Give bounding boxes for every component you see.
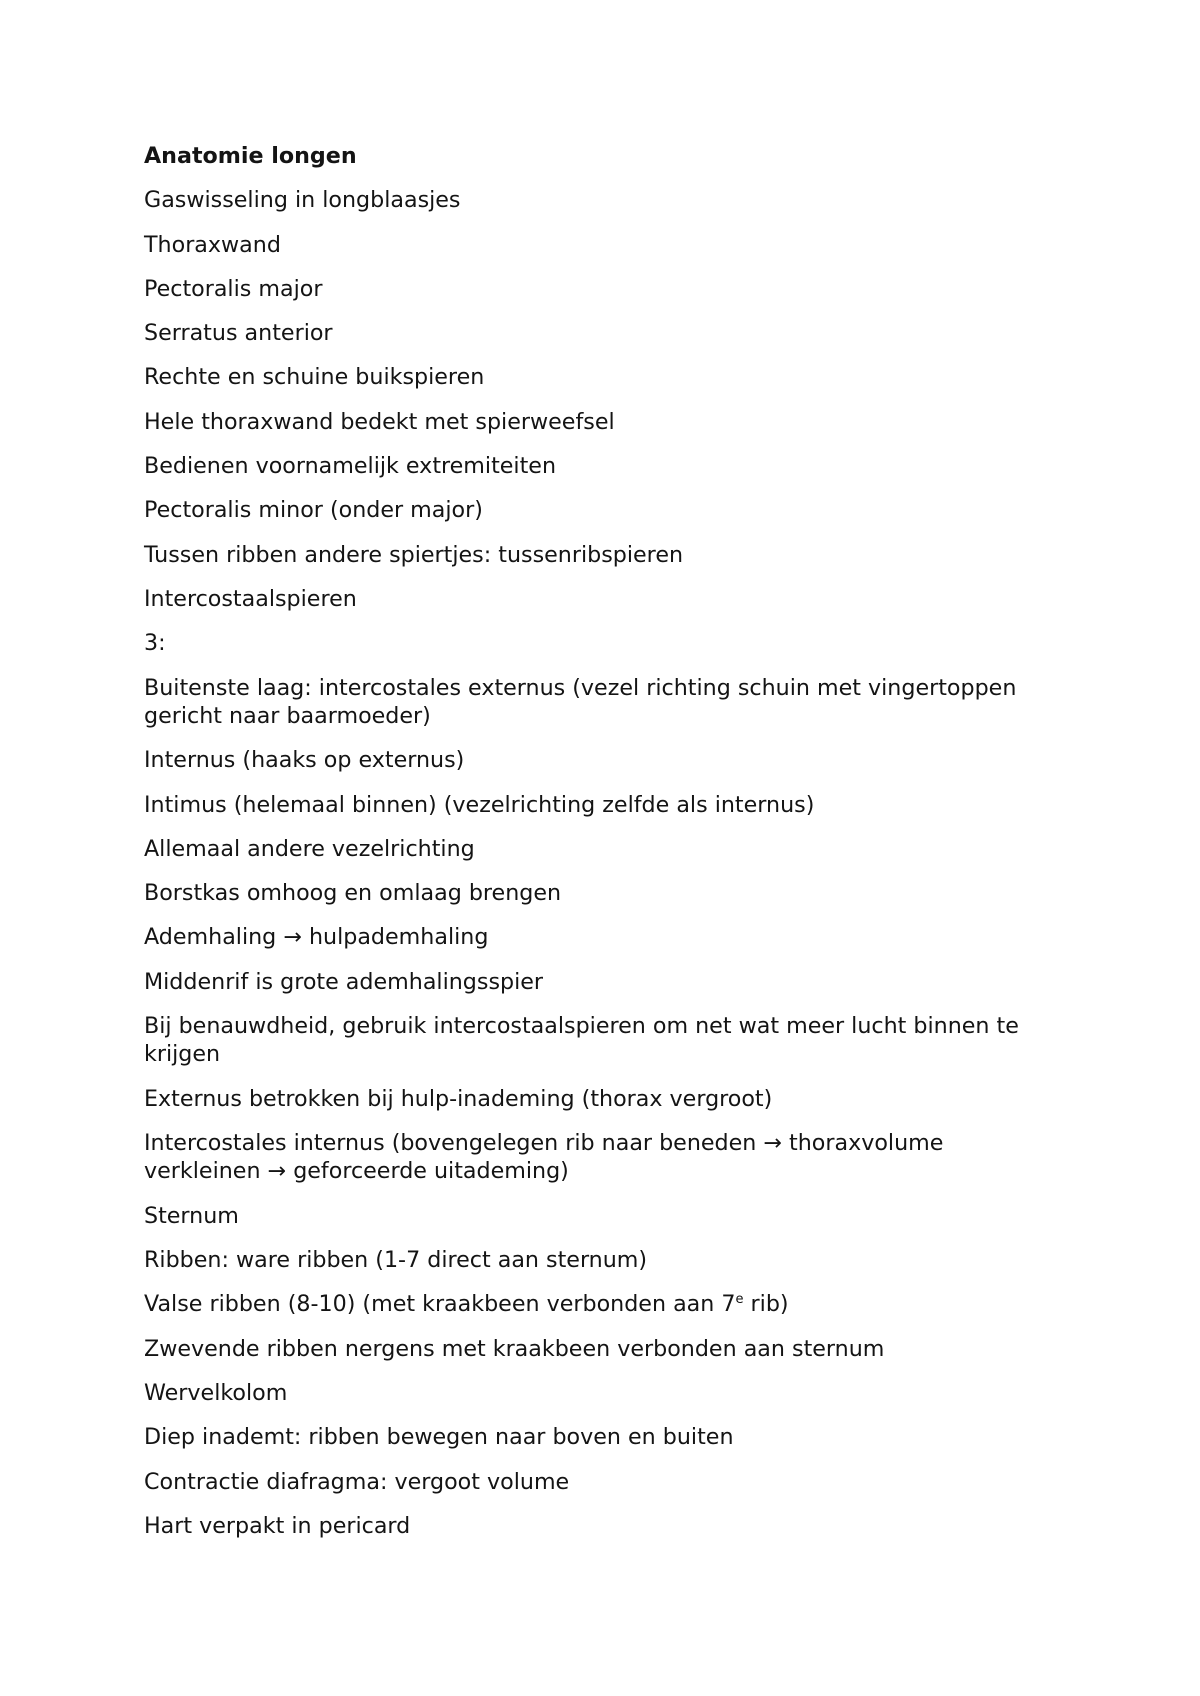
note-line: Wervelkolom [144, 1379, 288, 1406]
note-line: Intercostales internus (bovengelegen rib naar beneden → thoraxvolume verkleinen → geforceerde uitademing) [144, 1130, 944, 1185]
note-line: Buitenste laag: intercostales externus (vezel richting schuin met vingertoppen gericht naar baarmoeder) [144, 674, 1017, 729]
note-line: Serratus anterior [144, 320, 333, 347]
note-line: Pectoralis major [144, 275, 323, 302]
note-line: Diep inademt: ribben bewegen naar boven en buiten [144, 1424, 734, 1451]
note-line: Gaswisseling in longblaasjes [144, 187, 461, 214]
note-line: Allemaal andere vezelrichting [144, 835, 475, 862]
note-line: Tussen ribben andere spiertjes: tussenribspieren [144, 541, 684, 568]
note-line: Intercostaalspieren [144, 585, 357, 612]
note-line: Internus (haaks op externus) [144, 747, 465, 774]
note-line-tail: rib) [743, 1291, 789, 1318]
document-title: Anatomie longen [144, 143, 357, 169]
note-line: Ademhaling → hulpademhaling [144, 924, 489, 951]
note-line: Externus betrokken bij hulp-inademing (thorax vergroot) [144, 1085, 773, 1112]
note-line: Rechte en schuine buikspieren [144, 364, 485, 391]
note-line: Bedienen voornamelijk extremiteiten [144, 453, 557, 480]
note-line: Hart verpakt in pericard [144, 1512, 411, 1539]
note-line: Bij benauwdheid, gebruik intercostaalspieren om net wat meer lucht binnen te krijgen [144, 1013, 1019, 1068]
note-line-with-superscript [144, 1290, 1041, 1318]
note-line: Intimus (helemaal binnen) (vezelrichting zelfde als internus) [144, 791, 815, 818]
note-line: 3: [144, 630, 166, 657]
note-line: Zwevende ribben nergens met kraakbeen verbonden aan sternum [144, 1335, 885, 1362]
note-line: Pectoralis minor (onder major) [144, 497, 483, 524]
note-line: Hele thoraxwand bedekt met spierweefsel [144, 408, 615, 435]
note-line: Thoraxwand [144, 231, 281, 258]
ordinal-superscript: e [735, 1292, 744, 1308]
note-line: Middenrif is grote ademhalingsspier [144, 968, 544, 995]
note-line: Ribben: ware ribben (1-7 direct aan sternum) [144, 1247, 648, 1274]
note-line: Borstkas omhoog en omlaag brengen [144, 880, 562, 907]
document-body [144, 142, 1041, 1556]
note-line: Contractie diafragma: vergoot volume [144, 1468, 570, 1495]
note-line: Sternum [144, 1202, 239, 1229]
note-line-text: Valse ribben (8-10) (met kraakbeen verbonden aan 7 [144, 1291, 736, 1318]
